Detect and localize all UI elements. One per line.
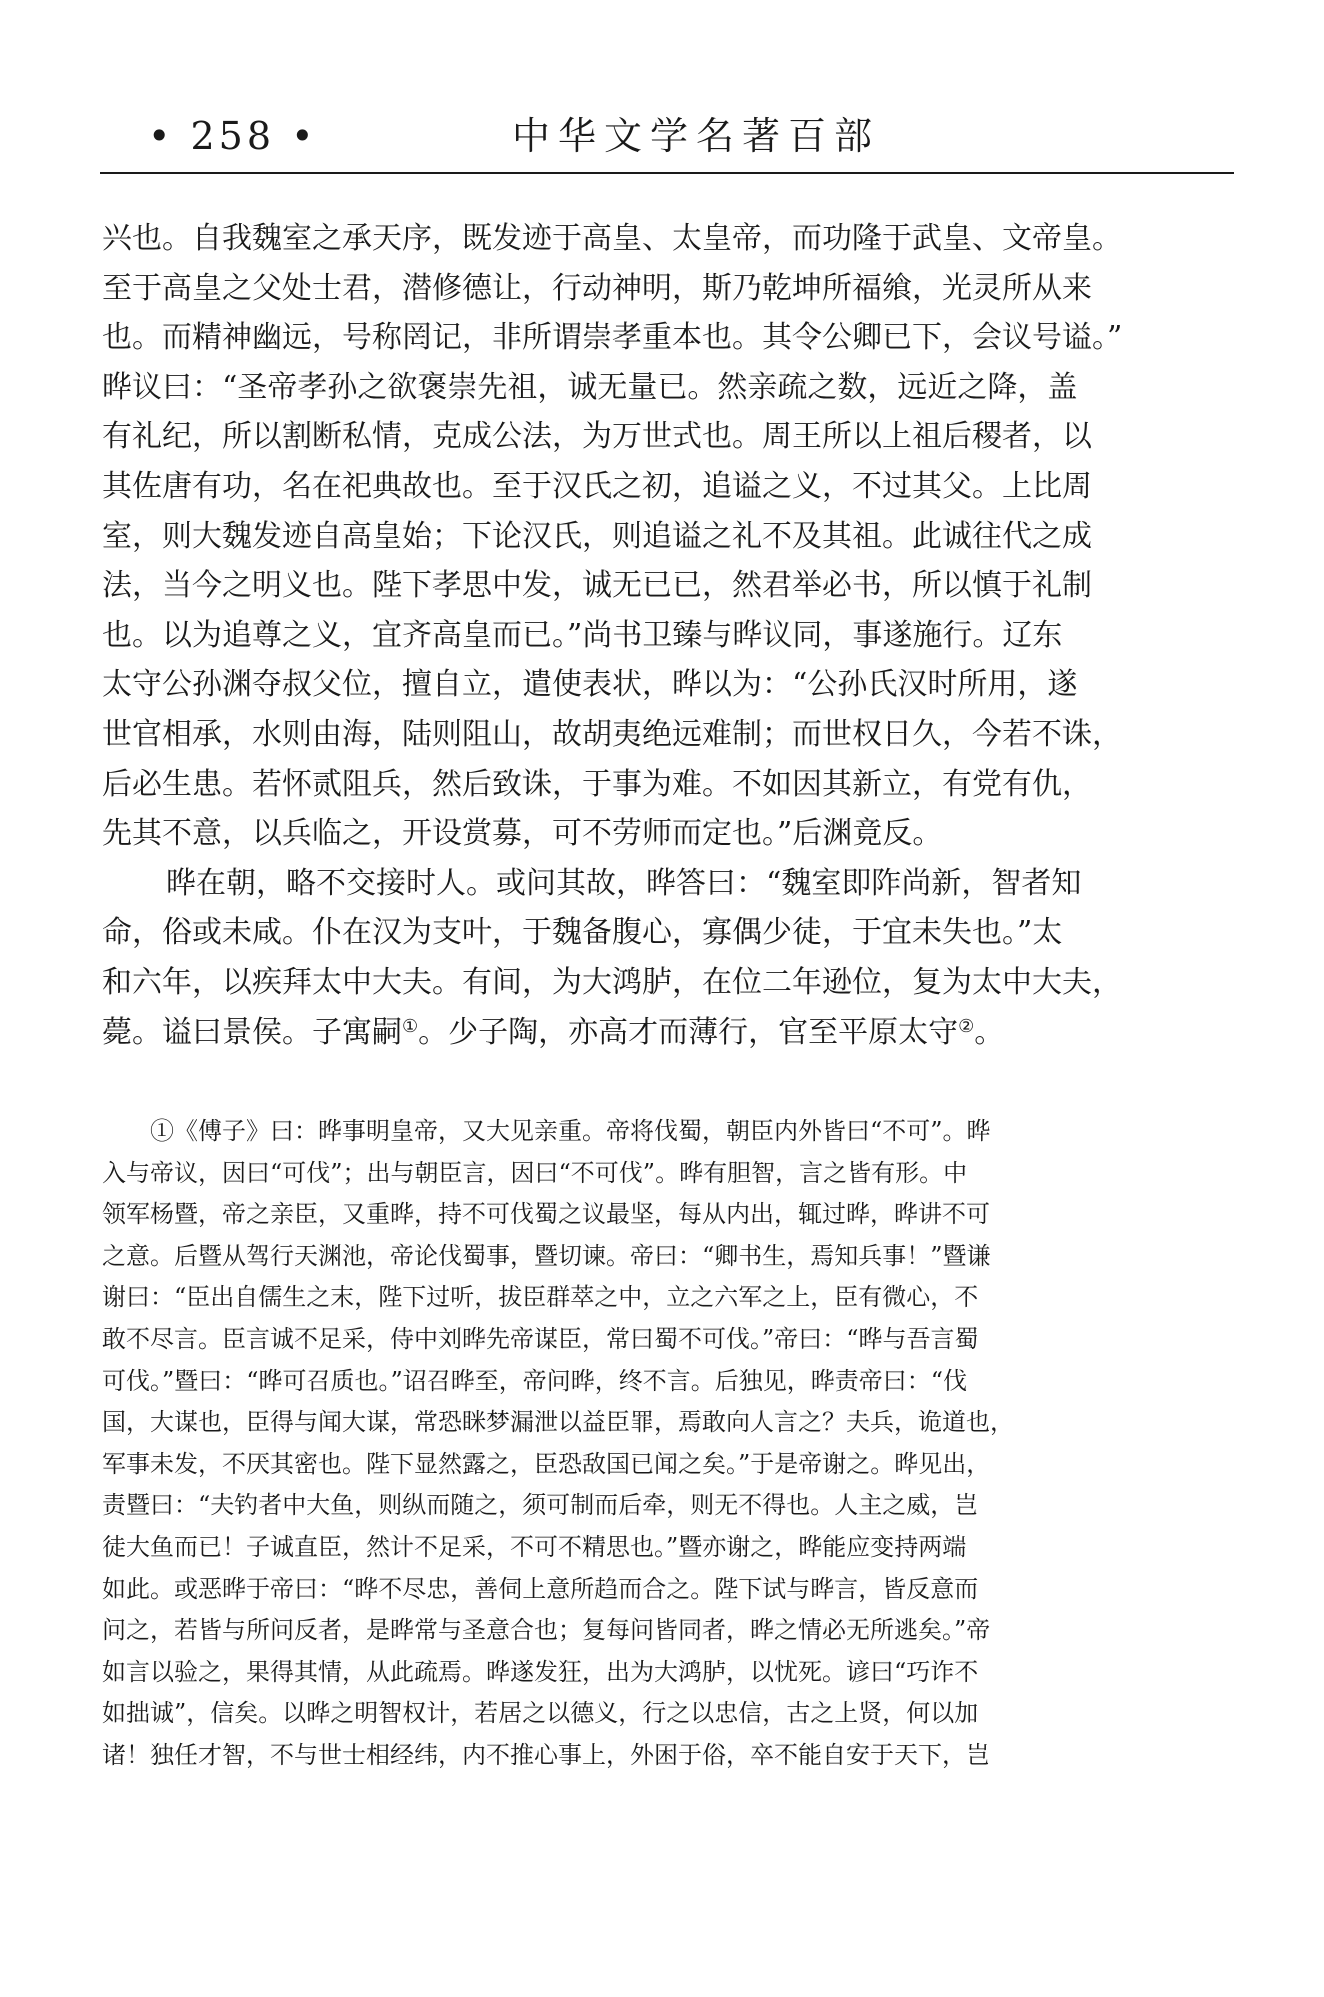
- note-line: 如拙诚”，信矣。以晔之明智权计，若居之以德义，行之以忠信，古之上贤，何以加: [102, 1699, 979, 1728]
- note-line: 可伐。”暨曰：“晔可召质也。”诏召晔至，帝问晔，终不言。后独见，晔责帝曰：“伐: [102, 1366, 968, 1395]
- text-line: 和六年，以疾拜太中大夫。有间，为大鸿胪，在位二年逊位，复为太中大夫，: [102, 964, 1122, 1000]
- main-text: [102, 214, 1234, 1057]
- text-line: 先其不意，以兵临之，开设赏募，可不劳师而定也。”后渊竟反。: [102, 816, 943, 852]
- text-segment: 。: [974, 1014, 1005, 1050]
- note-line: 领军杨暨，帝之亲臣，又重晔，持不可伐蜀之议最坚，每从内出，辄过晔，晔讲不可: [102, 1200, 990, 1229]
- text-line: [102, 1008, 1234, 1058]
- text-line: 太守公孙渊夺叔父位，擅自立，遣使表状，晔以为：“公孙氏汉时所用，遂: [102, 667, 1078, 703]
- note-line: 责暨曰：“夫钓者中大鱼，则纵而随之，须可制而后牵，则无不得也。人主之威，岂: [102, 1491, 979, 1520]
- text-line: 有礼纪，所以割断私情，克成公法，为万世式也。周王所以上祖后稷者，以: [102, 419, 1092, 455]
- text-line: 晔在朝，略不交接时人。或问其故，晔答曰：“魏室即阼尚新，智者知: [166, 865, 1082, 901]
- note-line: 如言以验之，果得其情，从此疏焉。晔遂发狂，出为大鸿胪，以忧死。谚曰“巧诈不: [102, 1657, 979, 1686]
- text-line: 法，当今之明义也。陛下孝思中发，诚无已已，然君举必书，所以慎于礼制: [102, 568, 1092, 604]
- book-title: 中华文学名著百部: [512, 114, 881, 158]
- text-line: 也。而精神幽远，号称罔记，非所谓崇孝重本也。其令公卿已下，会议号谥。”: [102, 320, 1123, 356]
- text-line: 室，则大魏发迹自高皇始；下论汉氏，则追谥之礼不及其祖。此诚往代之成: [102, 518, 1092, 554]
- note-line: 之意。后暨从驾行天渊池，帝论伐蜀事，暨切谏。帝曰：“卿书生，焉知兵事！”暨谦: [102, 1241, 991, 1270]
- note-line: ①《傅子》曰：晔事明皇帝，又大见亲重。帝将伐蜀，朝臣内外皆曰“不可”。晔: [150, 1117, 991, 1145]
- header-rule: [100, 172, 1234, 174]
- note-line: 问之，若皆与所问反者，是晔常与圣意合也；复每问皆同者，晔之情必无所逃矣。”帝: [102, 1616, 991, 1645]
- note-line: 敢不尽言。臣言诚不足采，侍中刘晔先帝谋臣，常曰蜀不可伐。”帝曰：“晔与吾言蜀: [102, 1324, 979, 1353]
- text-line: 命，俗或未咸。仆在汉为支叶，于魏备腹心，寡偶少徒，于宜未失也。”太: [102, 915, 1063, 951]
- footnotes: [102, 1111, 1234, 1777]
- note-line: 诸！独任才智，不与世士相经纬，内不推心事上，外困于俗，卒不能自安于天下，岂: [102, 1740, 990, 1769]
- footnote-marker-1: ①: [402, 1015, 419, 1037]
- note-line: 入与帝议，因曰“可伐”；出与朝臣言，因曰“不可伐”。晔有胆智，言之皆有形。中: [102, 1158, 968, 1187]
- footnote-marker-2: ②: [958, 1015, 975, 1037]
- note-line: 如此。或恶晔于帝曰：“晔不尽忠，善伺上意所趋而合之。陛下试与晔言，皆反意而: [102, 1574, 979, 1603]
- page-header: [100, 108, 1234, 164]
- text-line: 晔议曰：“圣帝孝孙之欲褒崇先祖，诚无量已。然亲疏之数，远近之降，盖: [102, 369, 1078, 405]
- text-segment: 薨。谥曰景侯。子寓嗣: [102, 1014, 402, 1050]
- note-line: 国，大谋也，臣得与闻大谋，常恐眯梦漏泄以益臣罪，焉敢向人言之？夫兵，诡道也，: [102, 1408, 1014, 1437]
- text-line: 后必生患。若怀贰阻兵，然后致诛，于事为难。不如因其新立，有党有仇，: [102, 766, 1092, 802]
- text-segment: 。少子陶，亦高才而薄行，官至平原太守: [418, 1014, 959, 1050]
- text-line: 世官相承，水则由海，陆则阻山，故胡夷绝远难制；而世权日久，今若不诛，: [102, 716, 1122, 752]
- text-line: 其佐唐有功，名在祀典故也。至于汉氏之初，追谥之义，不过其父。上比周: [102, 468, 1092, 504]
- note-line: 谢曰：“臣出自儒生之末，陛下过听，拔臣群萃之中，立之六军之上，臣有微心，不: [102, 1283, 979, 1312]
- note-line: 徒大鱼而已！子诚直臣，然计不足采，不可不精思也。”暨亦谢之，晔能应变持两端: [102, 1532, 967, 1561]
- text-line: 也。以为追尊之义，宜齐高皇而已。”尚书卫臻与晔议同，事遂施行。辽东: [102, 617, 1063, 653]
- text-line: 至于高皇之父处士君，潜修德让，行动神明，斯乃乾坤所福飨，光灵所从来: [102, 270, 1092, 306]
- page-number: • 258 •: [148, 114, 318, 158]
- text-line: 兴也。自我魏室之承天序，既发迹于高皇、太皇帝，而功隆于武皇、文帝皇。: [102, 221, 1122, 256]
- note-line: 军事未发，不厌其密也。陛下显然露之，臣恐敌国已闻之矣。”于是帝谢之。晔见出，: [102, 1449, 991, 1478]
